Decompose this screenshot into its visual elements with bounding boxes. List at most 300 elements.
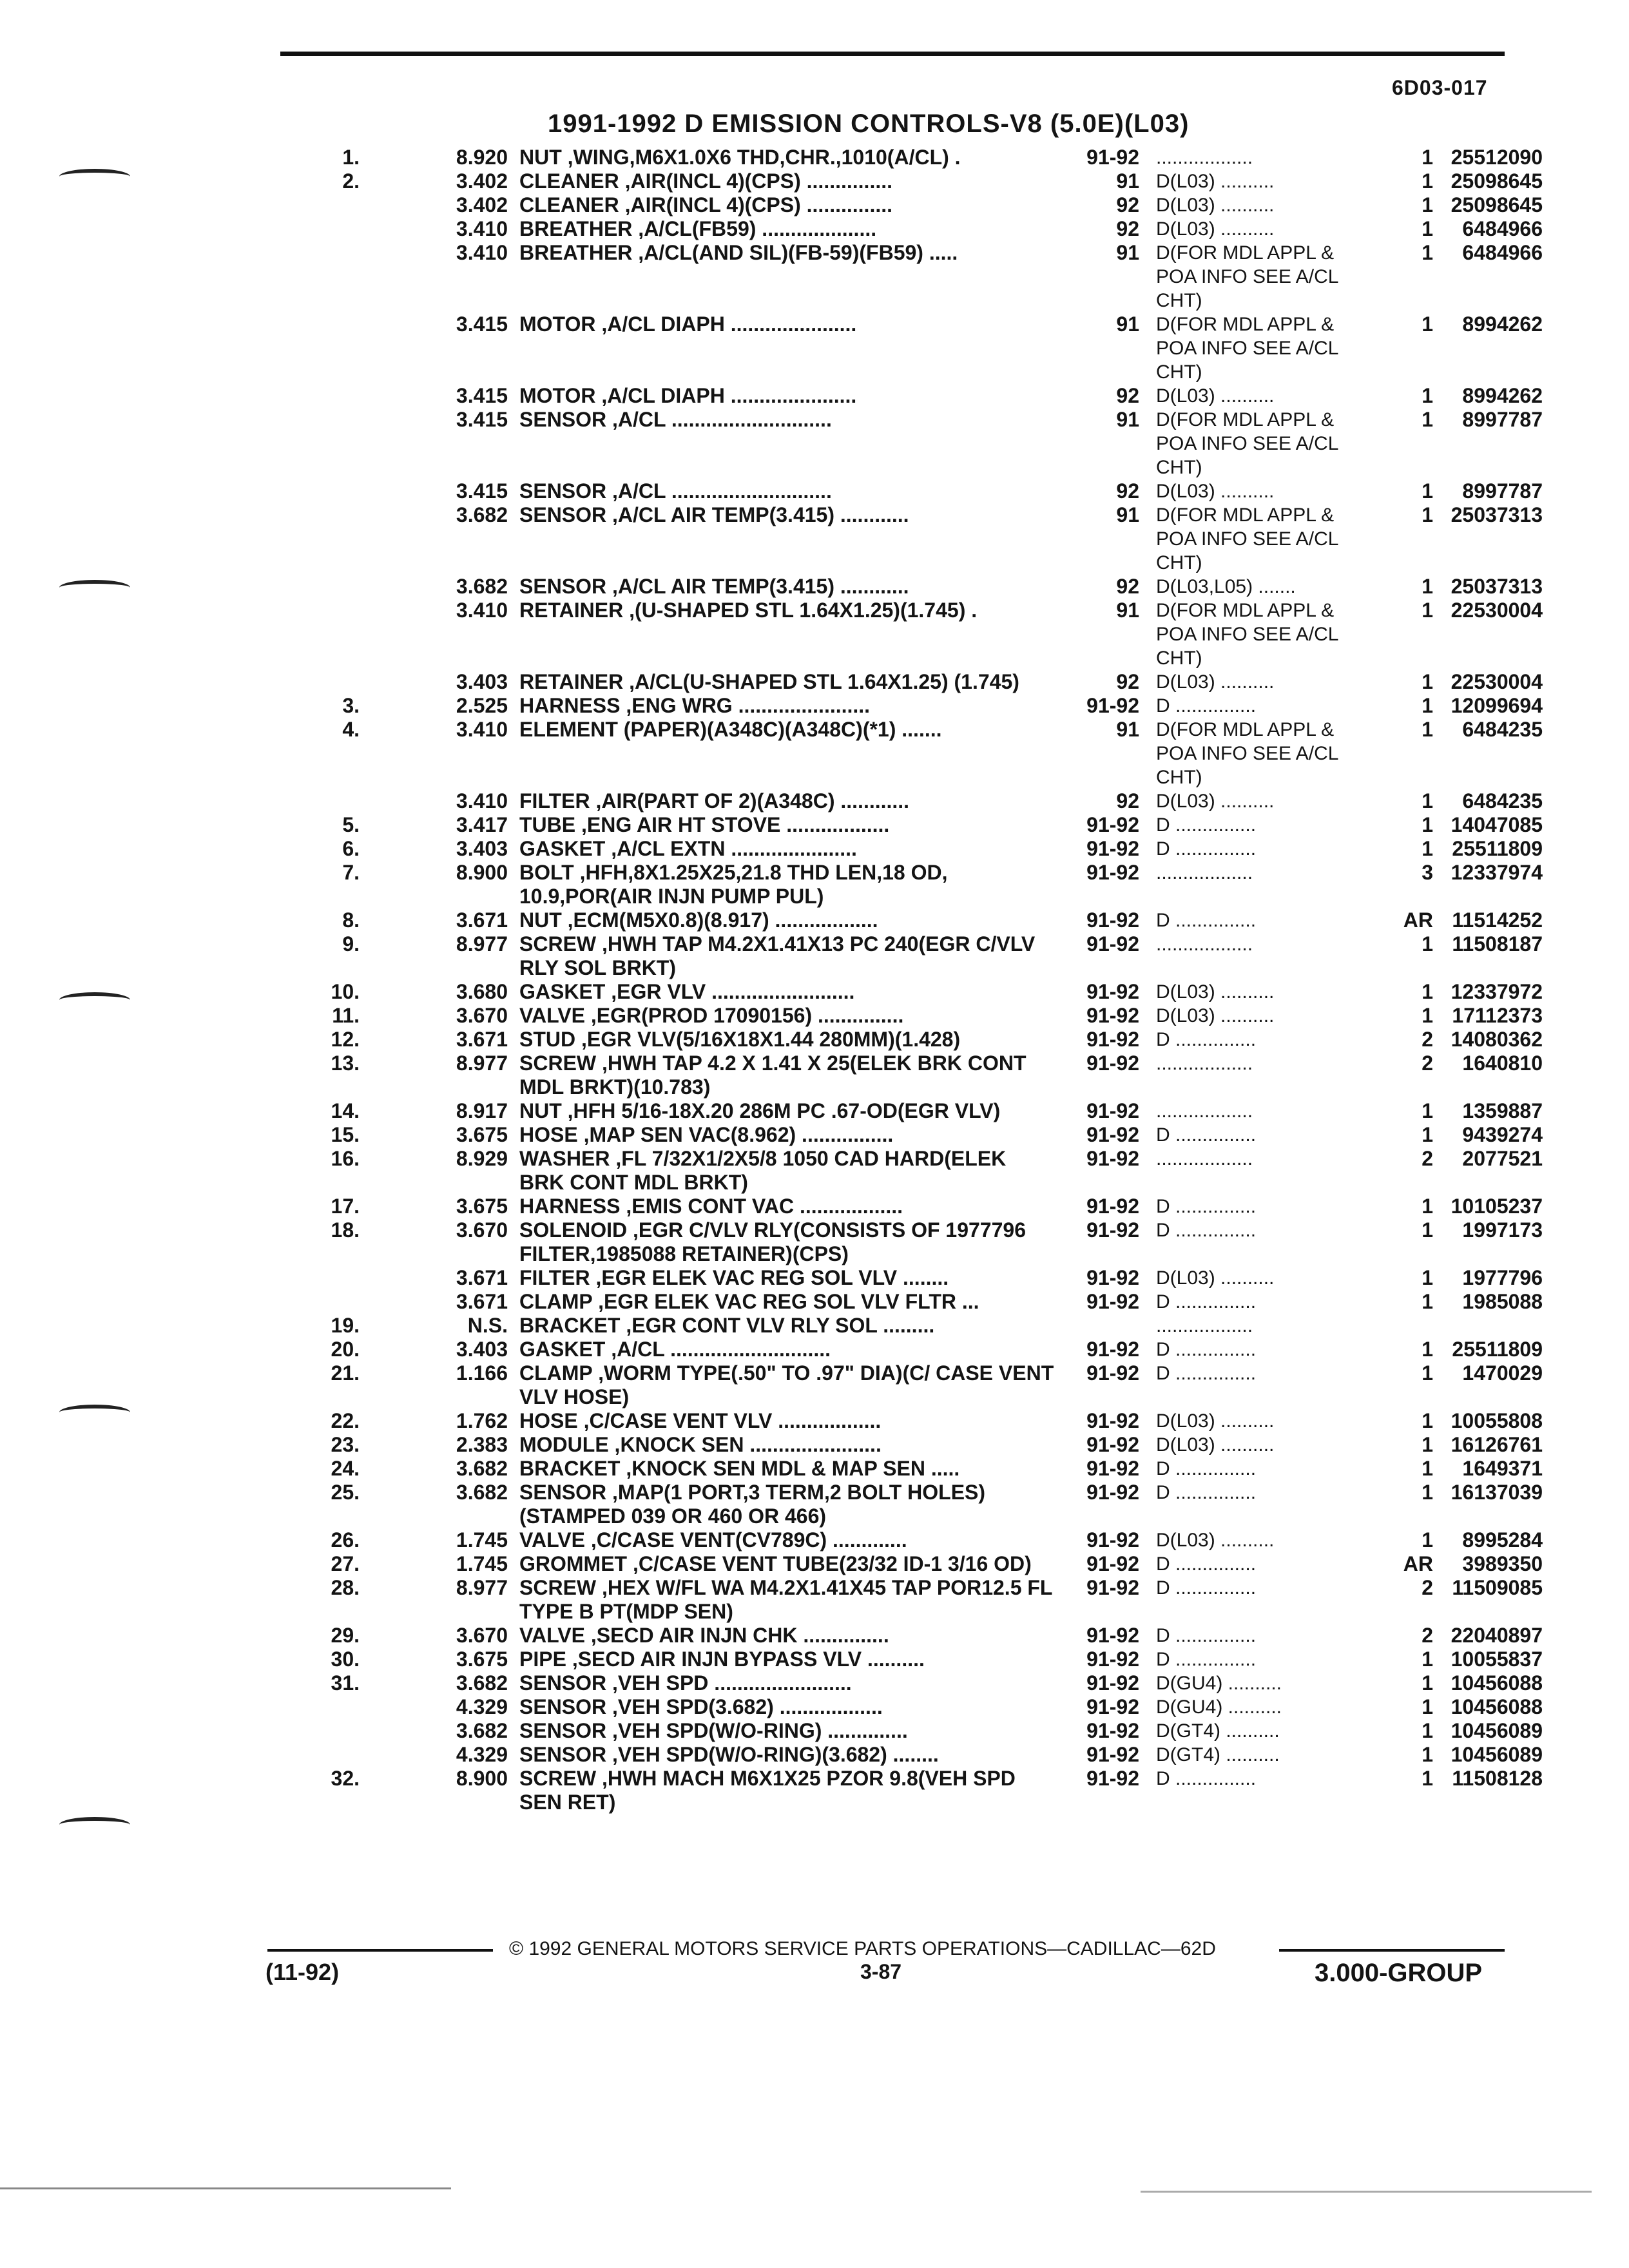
table-row <box>303 1099 1543 1123</box>
part-number: 8994262 <box>1462 312 1543 336</box>
usage-notes: D(L03) .......... <box>1156 481 1275 502</box>
part-number: 25511809 <box>1452 1338 1543 1361</box>
table-row <box>303 789 1543 813</box>
part-description: SENSOR ,A/CL AIR TEMP(3.415) ............ <box>519 575 909 598</box>
usage-notes: D ............... <box>1156 1029 1257 1050</box>
group-number: 8.977 <box>456 932 508 956</box>
ref-number: 13. <box>331 1052 360 1075</box>
table-row <box>303 1695 1543 1719</box>
table-row <box>303 1052 1543 1099</box>
usage-notes: D ............... <box>1156 1553 1257 1575</box>
part-description: GASKET ,A/CL ............................ <box>519 1338 831 1361</box>
table-row <box>303 1528 1543 1552</box>
part-number: 11514252 <box>1452 908 1543 932</box>
ref-number: 31. <box>331 1671 360 1695</box>
table-row <box>303 575 1543 599</box>
part-description: TUBE ,ENG AIR HT STOVE .................. <box>519 813 890 836</box>
quantity: 2 <box>1422 1147 1433 1170</box>
group-number: 3.403 <box>456 670 508 693</box>
model-years: 91 <box>1116 718 1139 741</box>
part-number: 10456089 <box>1451 1743 1543 1766</box>
quantity: 1 <box>1422 1719 1433 1742</box>
table-row <box>303 1457 1543 1481</box>
ref-number <box>303 599 360 670</box>
part-description: NUT ,WING,M6X1.0X6 THD,CHR.,1010(A/CL) . <box>519 146 961 169</box>
group-number: 3.415 <box>456 408 508 431</box>
model-years: 91-92 <box>1086 1648 1139 1671</box>
part-number: 3989350 <box>1462 1552 1543 1575</box>
part-number: 10105237 <box>1451 1195 1543 1218</box>
usage-notes: D(GT4) .......... <box>1156 1720 1280 1742</box>
quantity: 1 <box>1422 1743 1433 1766</box>
ref-number <box>303 575 360 599</box>
model-years: 92 <box>1116 217 1139 240</box>
table-row <box>303 1767 1543 1814</box>
table-row <box>303 384 1543 408</box>
part-number: 22040897 <box>1451 1624 1543 1647</box>
part-description: WASHER ,FL 7/32X1/2X5/8 1050 CAD HARD(ELEK BRK CONT MDL BRKT) <box>519 1147 1007 1194</box>
group-number: 8.977 <box>456 1052 508 1075</box>
group-number: 3.410 <box>456 217 508 240</box>
scan-artifact-line <box>1141 2191 1592 2193</box>
part-description: HARNESS ,EMIS CONT VAC .................. <box>519 1195 903 1218</box>
quantity: AR <box>1403 908 1433 932</box>
table-row <box>303 1290 1543 1314</box>
part-description: STUD ,EGR VLV(5/16X18X1.44 280MM)(1.428) <box>519 1028 961 1051</box>
ref-number: 24. <box>331 1457 360 1480</box>
table-row <box>303 217 1543 241</box>
model-years: 91 <box>1116 241 1139 264</box>
group-number: 8.917 <box>456 1099 508 1122</box>
part-number: 6484966 <box>1462 241 1543 264</box>
ref-number: 14. <box>331 1099 360 1122</box>
model-years: 92 <box>1116 193 1139 216</box>
ref-number <box>303 1290 360 1314</box>
group-number: 3.671 <box>456 1028 508 1051</box>
table-row <box>303 1671 1543 1695</box>
quantity: 1 <box>1422 503 1433 526</box>
group-number: 3.402 <box>456 169 508 193</box>
table-row <box>303 1028 1543 1052</box>
usage-notes: D(L03) .......... <box>1156 171 1275 192</box>
model-years: 91 <box>1116 169 1139 193</box>
table-row <box>303 1624 1543 1648</box>
table-row <box>303 1314 1543 1338</box>
group-number: N.S. <box>467 1314 508 1337</box>
model-years: 92 <box>1116 479 1139 503</box>
quantity: 1 <box>1422 670 1433 693</box>
ref-number: 17. <box>331 1195 360 1218</box>
part-number: 25511809 <box>1452 837 1543 860</box>
table-row <box>303 1361 1543 1409</box>
usage-notes: D(L03) .......... <box>1156 218 1275 240</box>
table-row <box>303 1648 1543 1671</box>
model-years: 91-92 <box>1086 813 1139 836</box>
model-years: 91-92 <box>1086 1695 1139 1718</box>
ref-number: 27. <box>331 1552 360 1575</box>
usage-notes: D(GT4) .......... <box>1156 1744 1280 1765</box>
table-row <box>303 312 1543 384</box>
part-number: 8997787 <box>1462 408 1543 431</box>
group-number: 2.383 <box>456 1433 508 1456</box>
usage-notes: D(GU4) .......... <box>1156 1673 1282 1694</box>
quantity: 1 <box>1422 1767 1433 1790</box>
table-row <box>303 479 1543 503</box>
quantity: 1 <box>1422 718 1433 741</box>
usage-notes: D ............... <box>1156 1649 1257 1670</box>
quantity: 1 <box>1422 789 1433 812</box>
quantity: 1 <box>1422 1123 1433 1146</box>
part-description: FILTER ,EGR ELEK VAC REG SOL VLV ........ <box>519 1266 949 1289</box>
group-number: 3.410 <box>456 241 508 264</box>
usage-notes: .................. <box>1156 1100 1253 1122</box>
ref-number: 5. <box>342 813 360 836</box>
part-description: NUT ,ECM(M5X0.8)(8.917) .................. <box>519 908 878 932</box>
table-row <box>303 1338 1543 1361</box>
model-years: 92 <box>1116 384 1139 407</box>
ref-number <box>303 312 360 384</box>
model-years: 91-92 <box>1086 1290 1139 1313</box>
table-row <box>303 1409 1543 1433</box>
part-description: VALVE ,SECD AIR INJN CHK ............... <box>519 1624 889 1647</box>
part-description: HOSE ,MAP SEN VAC(8.962) ................ <box>519 1123 894 1146</box>
part-number: 1640810 <box>1462 1052 1543 1075</box>
ref-number: 26. <box>331 1528 360 1552</box>
ref-number: 32. <box>331 1767 360 1790</box>
ref-number <box>303 670 360 694</box>
part-description: GASKET ,A/CL EXTN ...................... <box>519 837 857 860</box>
part-number: 25037313 <box>1451 575 1543 598</box>
quantity: 1 <box>1422 1409 1433 1432</box>
part-number: 1649371 <box>1462 1457 1543 1480</box>
punch-hole-mark <box>59 1817 130 1832</box>
quantity: 1 <box>1422 1195 1433 1218</box>
quantity: 1 <box>1422 694 1433 717</box>
table-row <box>303 813 1543 837</box>
group-label: 3.000-GROUP <box>1315 1959 1483 1987</box>
part-description: GASKET ,EGR VLV ......................... <box>519 980 855 1003</box>
group-number: 8.929 <box>456 1147 508 1170</box>
group-number: 3.675 <box>456 1195 508 1218</box>
part-description: SENSOR ,A/CL ............................ <box>519 479 832 503</box>
part-description: PIPE ,SECD AIR INJN BYPASS VLV .......... <box>519 1648 925 1671</box>
model-years: 91-92 <box>1086 1361 1139 1385</box>
model-years: 91-92 <box>1086 1052 1139 1075</box>
table-row <box>303 1004 1543 1028</box>
usage-notes: D(FOR MDL APPL & POA INFO SEE A/CL CHT) <box>1156 409 1338 478</box>
model-years: 91-92 <box>1086 1266 1139 1289</box>
table-row <box>303 1719 1543 1743</box>
quantity: 1 <box>1422 193 1433 216</box>
usage-notes: D ............... <box>1156 1625 1257 1646</box>
ref-number: 4. <box>342 718 360 741</box>
quantity: 2 <box>1422 1028 1433 1051</box>
usage-notes: D(L03) .......... <box>1156 195 1275 216</box>
punch-hole-mark <box>59 580 130 595</box>
group-number: 3.682 <box>456 1481 508 1504</box>
table-row <box>303 1743 1543 1767</box>
part-number: 1470029 <box>1462 1361 1543 1385</box>
group-number: 3.671 <box>456 1290 508 1313</box>
model-years: 91-92 <box>1086 1123 1139 1146</box>
model-years: 91-92 <box>1086 980 1139 1003</box>
usage-notes: .................. <box>1156 1148 1253 1169</box>
ref-number: 2. <box>342 169 360 193</box>
usage-notes: D(L03) .......... <box>1156 1005 1275 1026</box>
ref-number: 19. <box>331 1314 360 1337</box>
part-description: SCREW ,HWH TAP M4.2X1.41X13 PC 240(EGR C/VLV RLY SOL BRKT) <box>519 932 1036 979</box>
part-description: CLEANER ,AIR(INCL 4)(CPS) ............... <box>519 169 892 193</box>
part-number: 16137039 <box>1451 1481 1543 1504</box>
ref-number: 18. <box>331 1218 360 1242</box>
quantity: 1 <box>1422 312 1433 336</box>
ref-number: 25. <box>331 1481 360 1504</box>
part-description: HARNESS ,ENG WRG ....................... <box>519 694 871 717</box>
quantity: 1 <box>1422 1361 1433 1385</box>
table-row <box>303 1195 1543 1218</box>
part-number: 14080362 <box>1451 1028 1543 1051</box>
group-number: 3.670 <box>456 1004 508 1027</box>
part-number: 25098645 <box>1451 193 1543 216</box>
punch-hole-mark <box>59 1405 130 1420</box>
quantity: 2 <box>1422 1576 1433 1599</box>
model-years: 91-92 <box>1086 1195 1139 1218</box>
footer-rule-left <box>267 1949 493 1952</box>
ref-number: 15. <box>331 1123 360 1146</box>
part-description: CLAMP ,WORM TYPE(.50" TO .97" DIA)(C/ CASE VENT VLV HOSE) <box>519 1361 1054 1408</box>
group-number: 3.682 <box>456 1671 508 1695</box>
table-row <box>303 1433 1543 1457</box>
part-description: NUT ,HFH 5/16-18X.20 286M PC .67-OD(EGR VLV) <box>519 1099 1001 1122</box>
model-years: 91-92 <box>1086 1576 1139 1599</box>
ref-number: 3. <box>342 694 360 717</box>
ref-number <box>303 217 360 241</box>
part-number: 12099694 <box>1451 694 1543 717</box>
quantity: 1 <box>1422 1457 1433 1480</box>
quantity: 1 <box>1422 384 1433 407</box>
group-number: 3.680 <box>456 980 508 1003</box>
group-number: 1.745 <box>456 1552 508 1575</box>
group-number: 3.410 <box>456 718 508 741</box>
quantity: 1 <box>1422 1099 1433 1122</box>
parts-table <box>303 146 1543 1814</box>
part-description: SENSOR ,MAP(1 PORT,3 TERM,2 BOLT HOLES) (STAMPED 039 OR 460 OR 466) <box>519 1481 986 1528</box>
part-number: 14047085 <box>1451 813 1543 836</box>
ref-number: 22. <box>331 1409 360 1432</box>
part-number: 11509085 <box>1452 1576 1543 1599</box>
table-row <box>303 241 1543 312</box>
model-years: 91-92 <box>1086 1481 1139 1504</box>
usage-notes: D ............... <box>1156 1124 1257 1146</box>
usage-notes: D(FOR MDL APPL & POA INFO SEE A/CL CHT) <box>1156 314 1338 383</box>
ref-number: 28. <box>331 1576 360 1599</box>
usage-notes: D ............... <box>1156 910 1257 931</box>
quantity <box>1375 1314 1433 1338</box>
part-number: 6484966 <box>1462 217 1543 240</box>
group-number: 8.900 <box>456 861 508 884</box>
model-years: 91-92 <box>1086 932 1139 956</box>
usage-notes: D(L03) .......... <box>1156 671 1275 693</box>
part-number: 10055837 <box>1451 1648 1543 1671</box>
quantity: 1 <box>1422 217 1433 240</box>
ref-number: 30. <box>331 1648 360 1671</box>
model-years: 91-92 <box>1086 1719 1139 1742</box>
quantity: 1 <box>1422 932 1433 956</box>
part-number <box>1433 1314 1543 1338</box>
copyright-notice: © 1992 GENERAL MOTORS SERVICE PARTS OPERATIONS—CADILLAC—62D <box>509 1938 1216 1959</box>
part-number: 12337974 <box>1451 861 1543 884</box>
part-description: RETAINER ,A/CL(U-SHAPED STL 1.64X1.25) (1.745) <box>519 670 1019 693</box>
table-row <box>303 169 1543 193</box>
model-years: 91-92 <box>1086 146 1139 169</box>
ref-number: 29. <box>331 1624 360 1647</box>
model-years: 91-92 <box>1086 861 1139 884</box>
group-number: 3.410 <box>456 599 508 622</box>
punch-hole-mark <box>59 169 130 184</box>
part-description: VALVE ,C/CASE VENT(CV789C) ............. <box>519 1528 907 1552</box>
model-years: 91-92 <box>1086 1433 1139 1456</box>
usage-notes: .................. <box>1156 862 1253 883</box>
table-row <box>303 503 1543 575</box>
model-years: 91-92 <box>1086 1552 1139 1575</box>
header-rule <box>280 52 1505 56</box>
group-number: 3.675 <box>456 1648 508 1671</box>
group-number: 8.920 <box>456 146 508 169</box>
part-description: SCREW ,HWH MACH M6X1X25 PZOR 9.8(VEH SPD SEN RET) <box>519 1767 1016 1814</box>
ref-number <box>303 241 360 312</box>
part-number: 17112373 <box>1452 1004 1543 1027</box>
revision-date: (11-92) <box>265 1959 340 1985</box>
group-number: 3.671 <box>456 908 508 932</box>
part-number: 10456089 <box>1451 1719 1543 1742</box>
part-number: 8994262 <box>1462 384 1543 407</box>
punch-hole-mark <box>59 992 130 1008</box>
group-number: 3.417 <box>456 813 508 836</box>
usage-notes: D ............... <box>1156 1577 1257 1599</box>
part-number: 25037313 <box>1451 503 1543 526</box>
model-years: 91 <box>1116 312 1139 336</box>
part-description: VALVE ,EGR(PROD 17090156) ............... <box>519 1004 904 1027</box>
usage-notes: .................. <box>1156 147 1253 168</box>
group-number: 3.671 <box>456 1266 508 1289</box>
usage-notes: D(L03,L05) ....... <box>1156 576 1296 597</box>
table-row <box>303 694 1543 718</box>
part-number: 25098645 <box>1451 169 1543 193</box>
usage-notes: D ............... <box>1156 838 1257 860</box>
part-description: BRACKET ,KNOCK SEN MDL & MAP SEN ..... <box>519 1457 960 1480</box>
usage-notes: D(L03) .......... <box>1156 1267 1275 1289</box>
quantity: 1 <box>1422 575 1433 598</box>
group-number: 3.402 <box>456 193 508 216</box>
usage-notes: D ............... <box>1156 1339 1257 1360</box>
model-years: 91-92 <box>1086 908 1139 932</box>
group-number: 8.900 <box>456 1767 508 1790</box>
usage-notes: D(FOR MDL APPL & POA INFO SEE A/CL CHT) <box>1156 600 1338 669</box>
usage-notes: D(L03) .......... <box>1156 385 1275 407</box>
model-years: 91-92 <box>1086 1004 1139 1027</box>
ref-number: 6. <box>342 837 360 860</box>
quantity: 1 <box>1422 1266 1433 1289</box>
page-title: 1991-1992 D EMISSION CONTROLS-V8 (5.0E)(L03) <box>548 110 1190 138</box>
part-number: 12337972 <box>1451 980 1543 1003</box>
group-number: 3.410 <box>456 789 508 812</box>
part-description: SENSOR ,VEH SPD(W/O-RING) .............. <box>519 1719 908 1742</box>
ref-number: 16. <box>331 1147 360 1170</box>
table-row <box>303 1481 1543 1528</box>
usage-notes: D(FOR MDL APPL & POA INFO SEE A/CL CHT) <box>1156 505 1338 573</box>
model-years: 91-92 <box>1086 1338 1139 1361</box>
ref-number: 12. <box>331 1028 360 1051</box>
part-number: 11508128 <box>1452 1767 1543 1790</box>
part-description: SENSOR ,VEH SPD(3.682) .................. <box>519 1695 883 1718</box>
page-code: 6D03-017 <box>1392 76 1488 99</box>
group-number: 3.670 <box>456 1624 508 1647</box>
ref-number: 1. <box>342 146 360 169</box>
quantity: 3 <box>1422 861 1433 884</box>
quantity: 1 <box>1422 241 1433 264</box>
ref-number <box>303 1743 360 1767</box>
model-years: 92 <box>1116 789 1139 812</box>
part-number: 25512090 <box>1451 146 1543 169</box>
usage-notes: D ............... <box>1156 1220 1257 1241</box>
usage-notes: D ............... <box>1156 814 1257 836</box>
model-years: 91-92 <box>1086 1218 1139 1242</box>
part-description: CLEANER ,AIR(INCL 4)(CPS) ............... <box>519 193 892 216</box>
usage-notes: D(FOR MDL APPL & POA INFO SEE A/CL CHT) <box>1156 719 1338 788</box>
quantity: 1 <box>1422 1338 1433 1361</box>
quantity: 1 <box>1422 599 1433 622</box>
part-number: 22530004 <box>1451 670 1543 693</box>
quantity: 1 <box>1422 408 1433 431</box>
usage-notes: D(GU4) .......... <box>1156 1696 1282 1718</box>
table-row <box>303 146 1543 169</box>
part-number: 10456088 <box>1451 1695 1543 1718</box>
table-row <box>303 1123 1543 1147</box>
part-description: MOTOR ,A/CL DIAPH ...................... <box>519 384 857 407</box>
part-description: BREATHER ,A/CL(AND SIL)(FB-59)(FB59) ..... <box>519 241 958 264</box>
group-number: 3.682 <box>456 503 508 526</box>
group-number: 3.670 <box>456 1218 508 1242</box>
usage-notes: .................. <box>1156 1315 1253 1336</box>
ref-number <box>303 789 360 813</box>
model-years: 91-92 <box>1086 837 1139 860</box>
ref-number <box>303 1719 360 1743</box>
table-row <box>303 980 1543 1004</box>
ref-number: 8. <box>342 908 360 932</box>
table-row <box>303 408 1543 479</box>
page-number: 3-87 <box>860 1960 902 1983</box>
part-number: 9439274 <box>1462 1123 1543 1146</box>
part-number: 8997787 <box>1462 479 1543 503</box>
ref-number: 23. <box>331 1433 360 1456</box>
quantity: 1 <box>1422 980 1433 1003</box>
part-description: BRACKET ,EGR CONT VLV RLY SOL ......... <box>519 1314 935 1337</box>
quantity: 1 <box>1422 146 1433 169</box>
model-years: 91 <box>1116 408 1139 431</box>
model-years: 91-92 <box>1086 1743 1139 1766</box>
table-row <box>303 908 1543 932</box>
part-description: HOSE ,C/CASE VENT VLV .................. <box>519 1409 882 1432</box>
group-number: 3.682 <box>456 1719 508 1742</box>
part-description: MOTOR ,A/CL DIAPH ...................... <box>519 312 857 336</box>
usage-notes: D(L03) .......... <box>1156 1530 1275 1551</box>
usage-notes: D ............... <box>1156 1363 1257 1384</box>
quantity: 1 <box>1422 1648 1433 1671</box>
group-number: 3.682 <box>456 575 508 598</box>
usage-notes: D ............... <box>1156 1196 1257 1217</box>
ref-number <box>303 408 360 479</box>
usage-notes: D ............... <box>1156 1768 1257 1789</box>
